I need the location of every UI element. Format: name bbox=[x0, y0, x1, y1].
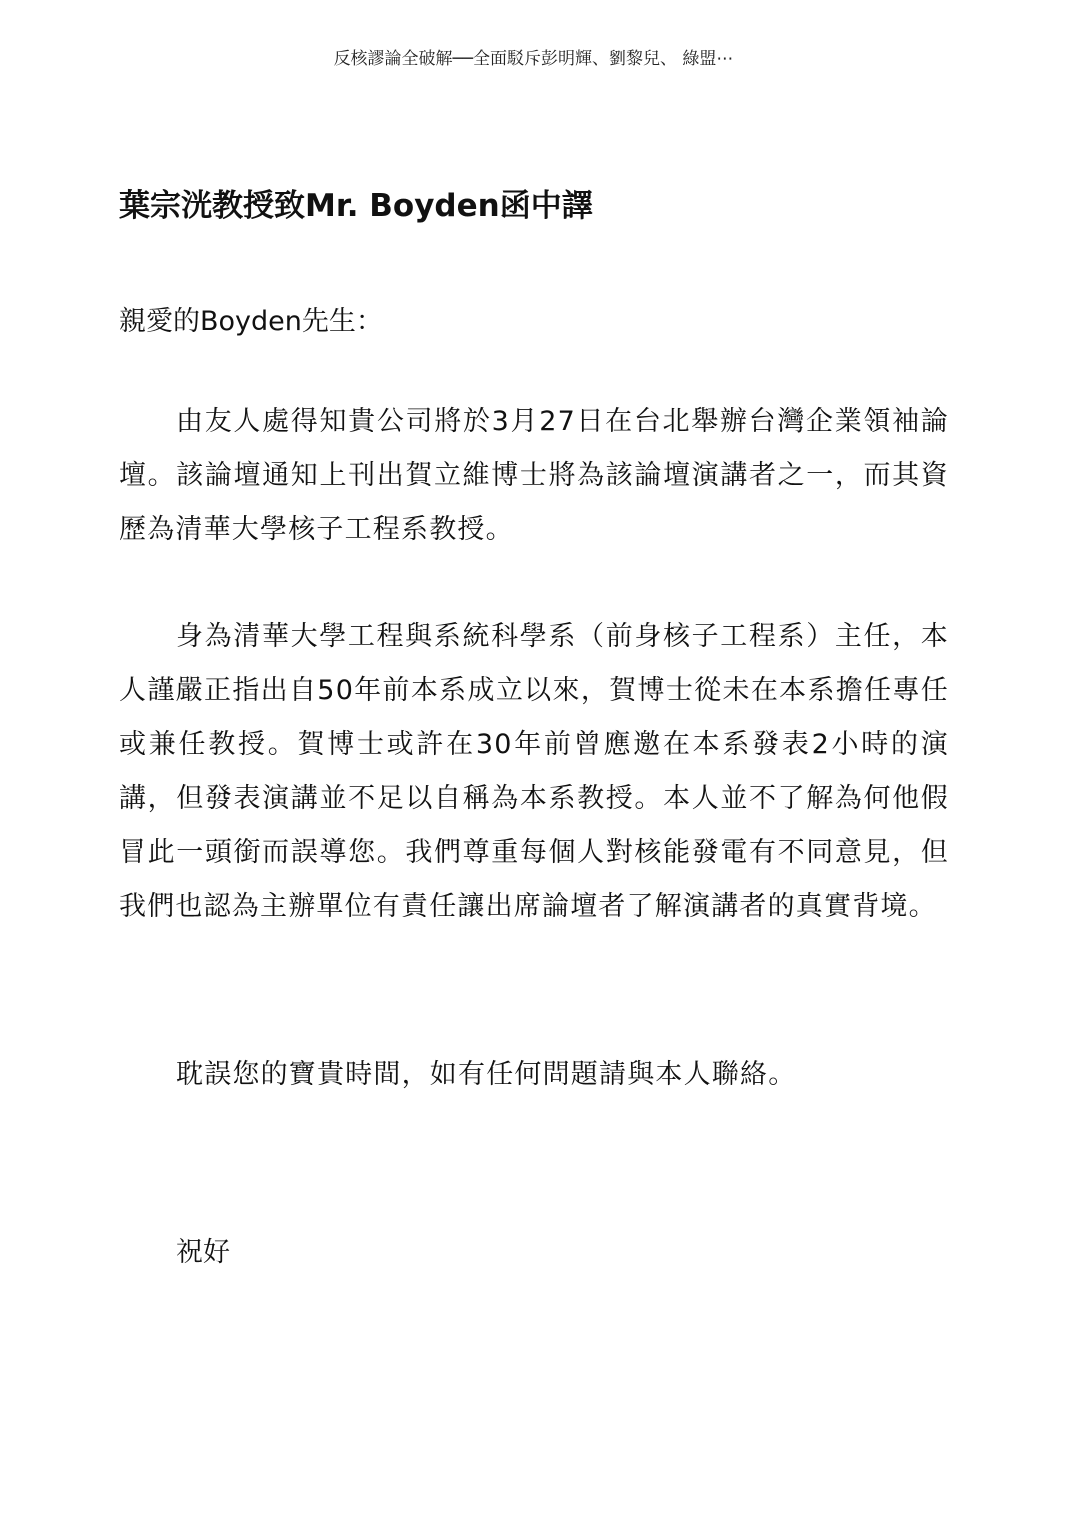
page-title: 葉宗洸教授致Mr. Boyden函中譯 bbox=[119, 188, 593, 224]
body-paragraph-1: 由友人處得知貴公司將於3月27日在台北舉辦台灣企業領袖論壇。該論壇通知上刊出賀立維博士將為該論壇演講者之一，而其資歷為清華大學核子工程系教授。 bbox=[119, 406, 949, 545]
running-header: 反核謬論全破解──全面駁斥彭明輝、劉黎兒、 綠盟⋯ bbox=[333, 49, 734, 69]
body-paragraph-2: 身為清華大學工程與系統科學系（前身核子工程系）主任，本人謹嚴正指出自50年前本系成立以來，賀博士從未在本系擔任專任或兼任教授。賀博士或許在30年前曾應邀在本系發表2小時的演講，但發表演講並不足以自稱為本系教授。本人並不了解為何他假冒此一頭銜而誤導您。我們尊重每個人對核能發電有不同意見，但我們也認為主辦單位有責任讓出席論壇者了解演講者的真實背境。 bbox=[119, 621, 949, 922]
salutation: 親愛的Boyden先生： bbox=[119, 306, 383, 337]
closing-greeting: 祝好 bbox=[176, 1237, 230, 1268]
body-paragraph-3: 耽誤您的寶貴時間，如有任何問題請與本人聯絡。 bbox=[176, 1059, 797, 1090]
